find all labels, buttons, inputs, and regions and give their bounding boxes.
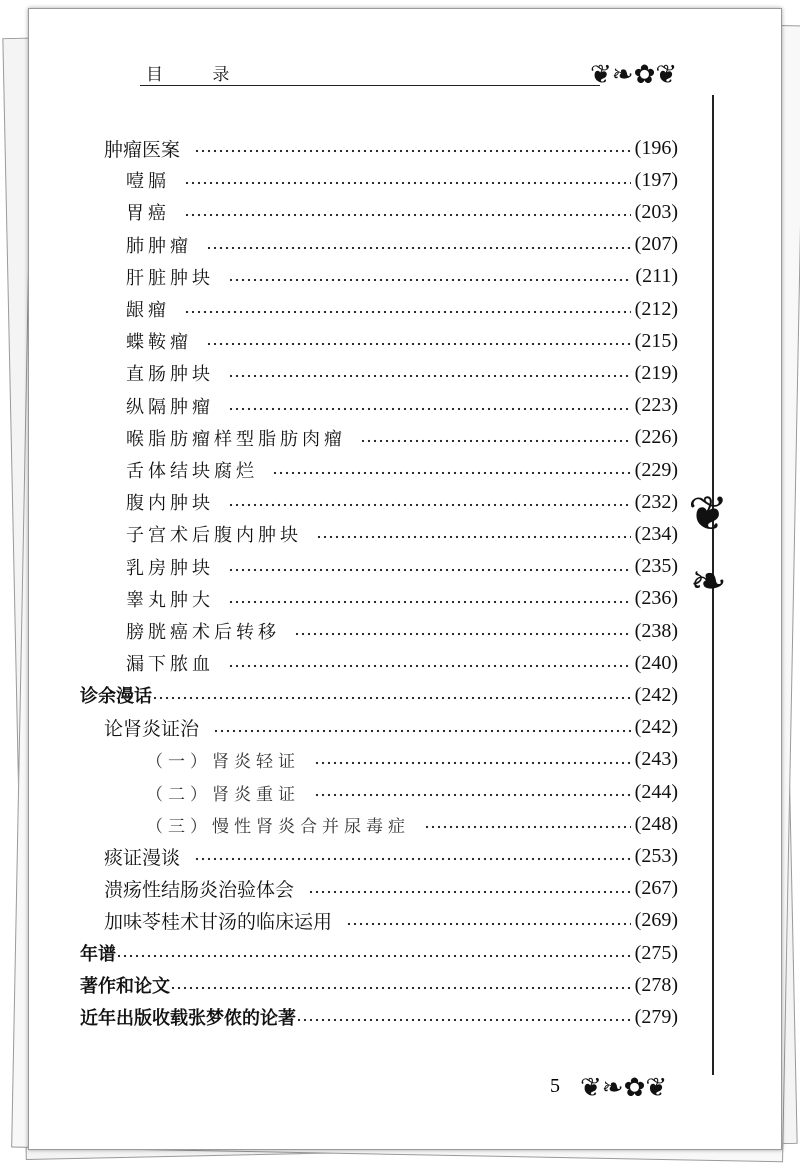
- toc-entry-page: (278): [634, 973, 678, 996]
- dot-leader: [213, 729, 631, 733]
- dot-leader: [346, 922, 631, 926]
- toc-entry[interactable]: [146, 809, 678, 839]
- toc-entry[interactable]: [126, 391, 678, 421]
- toc-entry-title: 胃癌: [126, 203, 170, 225]
- toc-entry-title: 肺肿瘤: [126, 235, 192, 257]
- toc-entry[interactable]: [104, 133, 678, 163]
- toc-entry[interactable]: [104, 874, 678, 904]
- toc-entry-title: 纵隔肿瘤: [126, 396, 214, 418]
- toc-entry-page: (203): [634, 200, 678, 223]
- toc-entry-title: （三）慢性肾炎合并尿毒症: [146, 816, 410, 837]
- dot-leader: [272, 471, 631, 475]
- toc-entry-title: （一）肾炎轻证: [146, 752, 300, 773]
- toc-entry[interactable]: [126, 455, 678, 485]
- dot-leader: [184, 213, 631, 217]
- dot-leader: [228, 407, 631, 411]
- toc-entry-page: (196): [634, 136, 678, 159]
- toc-entry-page: (197): [634, 168, 678, 191]
- side-ornament-icon: ❦: [688, 486, 729, 542]
- toc-entry[interactable]: [126, 519, 678, 549]
- toc-entry-page: (223): [634, 394, 678, 417]
- toc-entry-page: (238): [634, 619, 678, 642]
- toc-entry-page: (211): [635, 265, 678, 288]
- toc-entry[interactable]: [126, 230, 678, 260]
- dot-leader: [424, 825, 631, 829]
- dot-leader: [116, 954, 631, 958]
- toc-entry[interactable]: [146, 777, 678, 807]
- toc-entry-page: (215): [634, 329, 678, 352]
- dot-leader: [308, 890, 631, 894]
- toc-entry-title: 睾丸肿大: [126, 589, 214, 611]
- toc-entry-page: (229): [634, 458, 678, 481]
- corner-ornament-icon: ❦❧✿❦: [580, 1073, 668, 1103]
- toc-entry[interactable]: [104, 906, 678, 936]
- toc-entry-title: 痰证漫谈: [104, 846, 181, 869]
- dot-leader: [314, 761, 631, 765]
- dot-leader: [152, 696, 631, 700]
- toc-entry[interactable]: [126, 294, 678, 324]
- dot-leader: [228, 568, 631, 572]
- toc-entry-title: 溃疡性结肠炎治验体会: [104, 879, 295, 902]
- dot-leader: [206, 342, 631, 346]
- toc-entry-page: (248): [634, 812, 678, 835]
- toc-entry-title: 论肾炎证治: [104, 718, 200, 741]
- toc-entry-title: 肝脏肿块: [126, 267, 214, 289]
- dot-leader: [294, 632, 631, 636]
- dot-leader: [228, 503, 631, 507]
- toc-entry-title: 膀胱癌术后转移: [126, 622, 280, 643]
- toc-entry-page: (240): [634, 651, 678, 674]
- toc-entry-page: (234): [634, 522, 678, 545]
- toc-entry[interactable]: [126, 423, 678, 453]
- toc-entry-page: (243): [634, 748, 678, 771]
- toc-entry[interactable]: [126, 262, 678, 292]
- dot-leader: [194, 857, 631, 861]
- page-number: 5: [550, 1075, 560, 1097]
- toc-entry[interactable]: [80, 1002, 678, 1032]
- toc-entry[interactable]: [126, 648, 678, 678]
- toc-entry-page: (226): [634, 426, 678, 449]
- toc-entry[interactable]: [126, 487, 678, 517]
- toc-entry-title: 乳房肿块: [126, 557, 214, 579]
- toc-entry[interactable]: [126, 326, 678, 356]
- dot-leader: [228, 664, 631, 668]
- toc-entry[interactable]: [126, 165, 678, 195]
- toc-entry-title: 年谱: [80, 944, 116, 965]
- dot-leader: [314, 793, 631, 797]
- toc-entry-title: 加味苓桂术甘汤的临床运用: [104, 911, 333, 934]
- toc-entry-page: (232): [634, 490, 678, 513]
- toc-entry-title: 龈瘤: [126, 300, 170, 321]
- side-ornament-icon: ❧: [690, 556, 727, 607]
- toc-entry[interactable]: [80, 680, 678, 710]
- toc-entry-title: 诊余漫话: [80, 686, 152, 708]
- toc-entry-title: 漏下脓血: [126, 654, 214, 676]
- dot-leader: [296, 1018, 631, 1022]
- toc-entry-title: 蝶鞍瘤: [126, 332, 192, 354]
- toc-entry-page: (244): [634, 780, 678, 803]
- toc-entry-page: (269): [634, 909, 678, 932]
- toc-entry-page: (242): [634, 716, 678, 739]
- toc-entry-page: (275): [634, 941, 678, 964]
- toc-entry[interactable]: [126, 584, 678, 614]
- toc-entry-page: (207): [634, 233, 678, 256]
- toc-entry[interactable]: [104, 713, 678, 743]
- dot-leader: [170, 986, 631, 990]
- dot-leader: [228, 600, 631, 604]
- toc-entry[interactable]: [104, 841, 678, 871]
- toc-entry-title: 子宫术后腹内肿块: [126, 525, 302, 547]
- dot-leader: [194, 149, 631, 153]
- toc-entry[interactable]: [146, 745, 678, 775]
- toc-entry-page: (236): [634, 587, 678, 610]
- toc-entry-title: 舌体结块腐烂: [126, 461, 258, 482]
- toc-entry-title: 著作和论文: [80, 976, 170, 998]
- toc-entry-page: (235): [634, 555, 678, 578]
- toc-entry-title: 近年出版收载张梦侬的论著: [80, 1008, 296, 1030]
- toc-entry[interactable]: [126, 358, 678, 388]
- toc-entry-title: （二）肾炎重证: [146, 784, 300, 805]
- dot-leader: [206, 246, 631, 250]
- toc-entry-page: (212): [634, 297, 678, 320]
- header-rule: [140, 85, 600, 86]
- toc-entry-title: 直肠肿块: [126, 364, 214, 386]
- dot-leader: [184, 310, 631, 314]
- dot-leader: [360, 439, 631, 443]
- toc-entry[interactable]: [126, 552, 678, 582]
- dot-leader: [228, 278, 631, 282]
- toc-entry-page: (253): [634, 844, 678, 867]
- dot-leader: [228, 374, 631, 378]
- dot-leader: [316, 535, 631, 539]
- toc-entry[interactable]: [80, 970, 678, 1000]
- toc-entry-title: 腹内肿块: [126, 493, 214, 515]
- toc-entry-page: (219): [634, 361, 678, 384]
- toc-entry-page: (242): [634, 683, 678, 706]
- corner-ornament-icon: ❦❧✿❦: [590, 60, 678, 90]
- toc-entry[interactable]: [126, 616, 678, 646]
- toc-entry-title: 噎膈: [126, 171, 170, 193]
- dot-leader: [184, 181, 631, 185]
- toc-entry-title: 喉脂肪瘤样型脂肪肉瘤: [126, 428, 346, 450]
- toc-entry-page: (267): [634, 877, 678, 900]
- running-header: 目 录: [146, 65, 252, 85]
- toc-entry-title: 肿瘤医案: [104, 138, 181, 161]
- toc-entry[interactable]: [126, 197, 678, 227]
- toc-entry-page: (279): [634, 1005, 678, 1028]
- toc-entry[interactable]: [80, 938, 678, 968]
